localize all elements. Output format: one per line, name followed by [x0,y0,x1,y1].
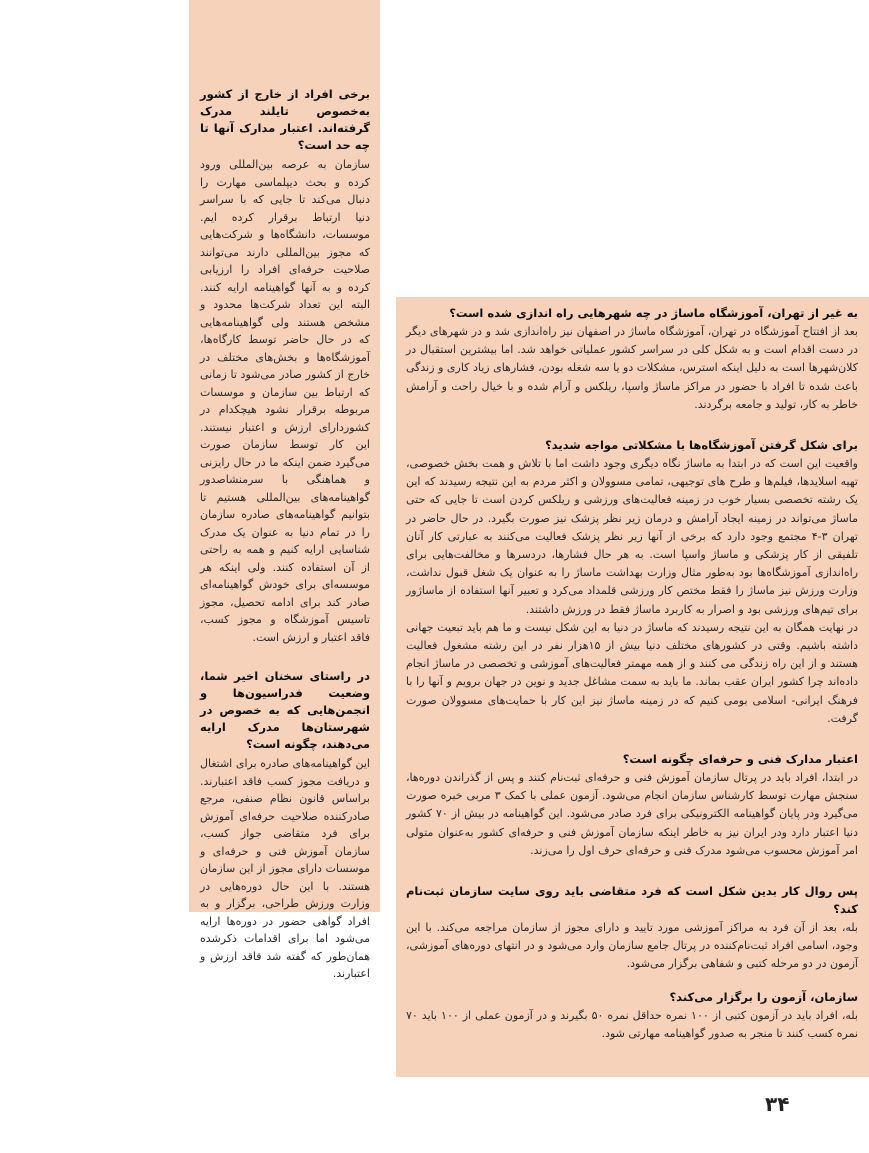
interview-answer: این گواهینامه‌های صادره برای اشتغال و دریافت مجوز کسب فاقد اعتبارند. براساس قانون نظام صنفی، مرجع صادرکننده صلاحیت حرفه‌ای آموزش برای فرد متقاضی جواز کسب، سازمان آموزش فنی و حرفه‌ای و موسسات دارای مجوز از این سازمان هستند. با این حال دوره‌هایی در وزارت ورزش طراحی، برگزار و به افراد گواهی حضور در دوره‌ها ارایه می‌شود اما برای اقدامات ذکرشده همان‌طور که گفته شد فاقد ارزش و اعتبارند. [200,757,370,980]
interview-answer: بعد از افتتاح آموزشگاه در تهران، آموزشگاه ماساژ در اصفهان نیز راه‌اندازی شد و در شهرهای دیگر در دست اقدام است و به شکل کلی در سراسر کشور عملیاتی خواهد شد. اما بیشترین استقبال در کلان‌شهرها است به دلیل اینکه استرس، مشکلات دو یا سه شغله بودن، فشارهای زیاد کاری و زندگی باعث شده تا افراد با حضور در مراکز ماساژ واسپا، ریلکس و آرام شده و با خیال راحت و آرامش خاطر به کار، تولید و جامعه برگردند. [406,325,858,411]
interview-question: برخی افراد از خارج از کشور به‌خصوص تایلند مدرک گرفته‌اند. اعتبار مدارک آنها تا چه حد است؟ [200,87,370,152]
right-column [406,304,858,1043]
interview-question: سازمان، آزمون را برگزار می‌کند؟ [669,989,858,1004]
interview-question: در راستای سخنان اخیر شما، وضعیت فدراسیون‌ها و انجمن‌هایی که به خصوص در شهرستان‌ها مدرک ارایه می‌دهند، چگونه است؟ [200,669,370,751]
page-number: ۳۴ [765,1092,790,1116]
interview-answer: در ابتدا، افراد باید در پرتال سازمان آموزش فنی و حرفه‌ای ثبت‌نام کنند و پس از گذراندن دوره‌ها، سنجش مهارت توسط کارشناس سازمان انجام می‌شود. آزمون عملی با کمک ۳ مربی خبره صورت می‌گیرد ودر پایان گواهینامه الکترونیکی برای فرد صادر می‌شود. این گواهینامه در بیش از ۷۰ کشور دنیا اعتبار دارد ودر ایران نیز به خاطر اینکه سازمان آموزش فنی و حرفه‌ای کشور به‌عنوان متولی امر آموزش محسوب می‌شود مدرک فنی و حرفه‌ای حرف اول را می‌زند. [406,771,859,857]
interview-answer: بله، افراد باید در آزمون کتبی از ۱۰۰ نمره حداقل نمره ۵۰ بگیرند و در آزمون عملی از ۱۰۰ باید ۷۰ نمره کسب کنند تا منجر به صدور گواهینامه مهارتی شود. [406,1008,858,1040]
interview-question: پس روال کار بدین شکل است که فرد متقاضی باید روی سایت سازمان ثبت‌نام کند؟ [406,884,858,917]
interview-answer: واقعیت این است که در ابتدا به ماساژ نگاه دیگری وجود داشت اما با تلاش و همت بخش خصوصی، تهیه اسلایدها، فیلم‌ها و طرح های توجیهی، تمامی مسوولان و اکثر مردم به این نتیجه رسیدند که این یک رشته تخصصی بسیار خوب در زمینه فعالیت‌های ورزشی و ریلکس کردن است تا جایی که حتی ماساژ می‌تواند در زمینه ایجاد آرامش و درمان زیر نظر پزشک نیز صورت بگیرد. در حال حاضر در تهران ۳-۴ مجتمع وجود دارد که برخی از آنها زیر نظر پزشک فعالیت می‌کنند به عبارتی کار آنان تلفیقی از کار پزشکی و ماساژ واسپا است. به هر حال فشارها، دردسرها و مخالفت‌هایی برای راه‌اندازی آموزشگاه‌ها بود به‌طور مثال وزارت بهداشت ماساژ را به عنوان یک شغل قبول نداشت، وزارت ورزش نیز ماساژ را فقط مختص کار ورزشی قلمداد می‌کرد و تعبیر آنها استفاده از ماساژور برای تیم‌های ورزشی بود و اصرار به کاربرد ماساژ فقط در ورزش داشتند. [406,457,858,616]
interview-question: به غیر از تهران، آموزشگاه ماساژ در چه شهرهایی راه اندازی شده است؟ [449,306,858,320]
interview-question: اعتبار مدارک فنی و حرفه‌ای چگونه است؟ [622,752,858,767]
interview-question: برای شکل گرفتن آموزشگاه‌ها با مشکلاتی مواجه شدید؟ [545,438,858,453]
interview-answer: سازمان به عرصه بین‌المللی ورود کرده و بحث دیپلماسی مهارت را دنبال می‌کند تا جایی که با سراسر دنیا ارتباط برقرار کرده ایم. موسسات، دانشگاه‌ها و شرکت‌هایی که مجوز بین‌المللی دارند می‌توانند صلاحیت حرفه‌ای افراد را ارزیابی کرده و به آنها گواهینامه ارایه کنند. البته این تعداد شرکت‌ها محدود و مشخص هستند ولی گواهینامه‌هایی که در حال حاضر توسط کارگاه‌ها، آموزشگاه‌ها و بخش‌های مختلف در خارج از کشور صادر می‌شود تا زمانی که ارتباط بین سازمان و موسسات مربوطه برقرار نشود هیچکدام در کشوردارای ارزش و اعتبار نیستند. این کار توسط سازمان صورت می‌گیرد ضمن اینکه ما در حال رایزنی و هماهنگی با سرمنشاصدور گواهینامه‌های بین‌المللی هستیم تا بتوانیم گواهینامه‌های صادره سازمان را در تمام دنیا به عنوان یک مدرک شناسایی ارایه کنیم و همه به راحتی از آن استفاده کنند. ولی اینکه هر موسسه‌ای برای خودش گواهینامه‌ای صادر کند برای ادامه تحصیل، مجوز تاسیس آموزشگاه و مجوز کسب، فاقد اعتبار و ارزش است. [200,158,370,644]
interview-answer: بله، بعد از آن فرد به مراکز آموزشی مورد تایید و دارای مجوز از سازمان مراجعه می‌کند. با این وجود، اسامی افراد ثبت‌نام‌کننده در پرتال جامع سازمان وارد می‌شود و در انتهای دوره‌های آموزشی، آزمون در دو مرحله کتبی و شفاهی برگزار می‌شود. [406,921,858,971]
left-column [200,86,370,983]
interview-answer: در نهایت همگان به این نتیجه رسیدند که ماساژ در دنیا به این شکل نیست و ما هم باید تبعیت جهانی داشته باشیم. وقتی در کشورهای مختلف دنیا بیش از ۱۵هزار نفر در این رشته مشغول فعالیت هستند و از این راه زندگی می کنند و از همه مهمتر فعالیت‌های آموزشی و تخصصی در ماساژ انجام داده‌اند چرا کشور ایران عقب بماند. ما باید به سمت مشاغل جدید و نوین در جهان برویم و آنها را با فرهنگ ایرانی- اسلامی بومی کنیم که در زمینه ماساژ نیز این کار با حمایت‌های مسوولان صورت گرفت. [406,620,859,725]
